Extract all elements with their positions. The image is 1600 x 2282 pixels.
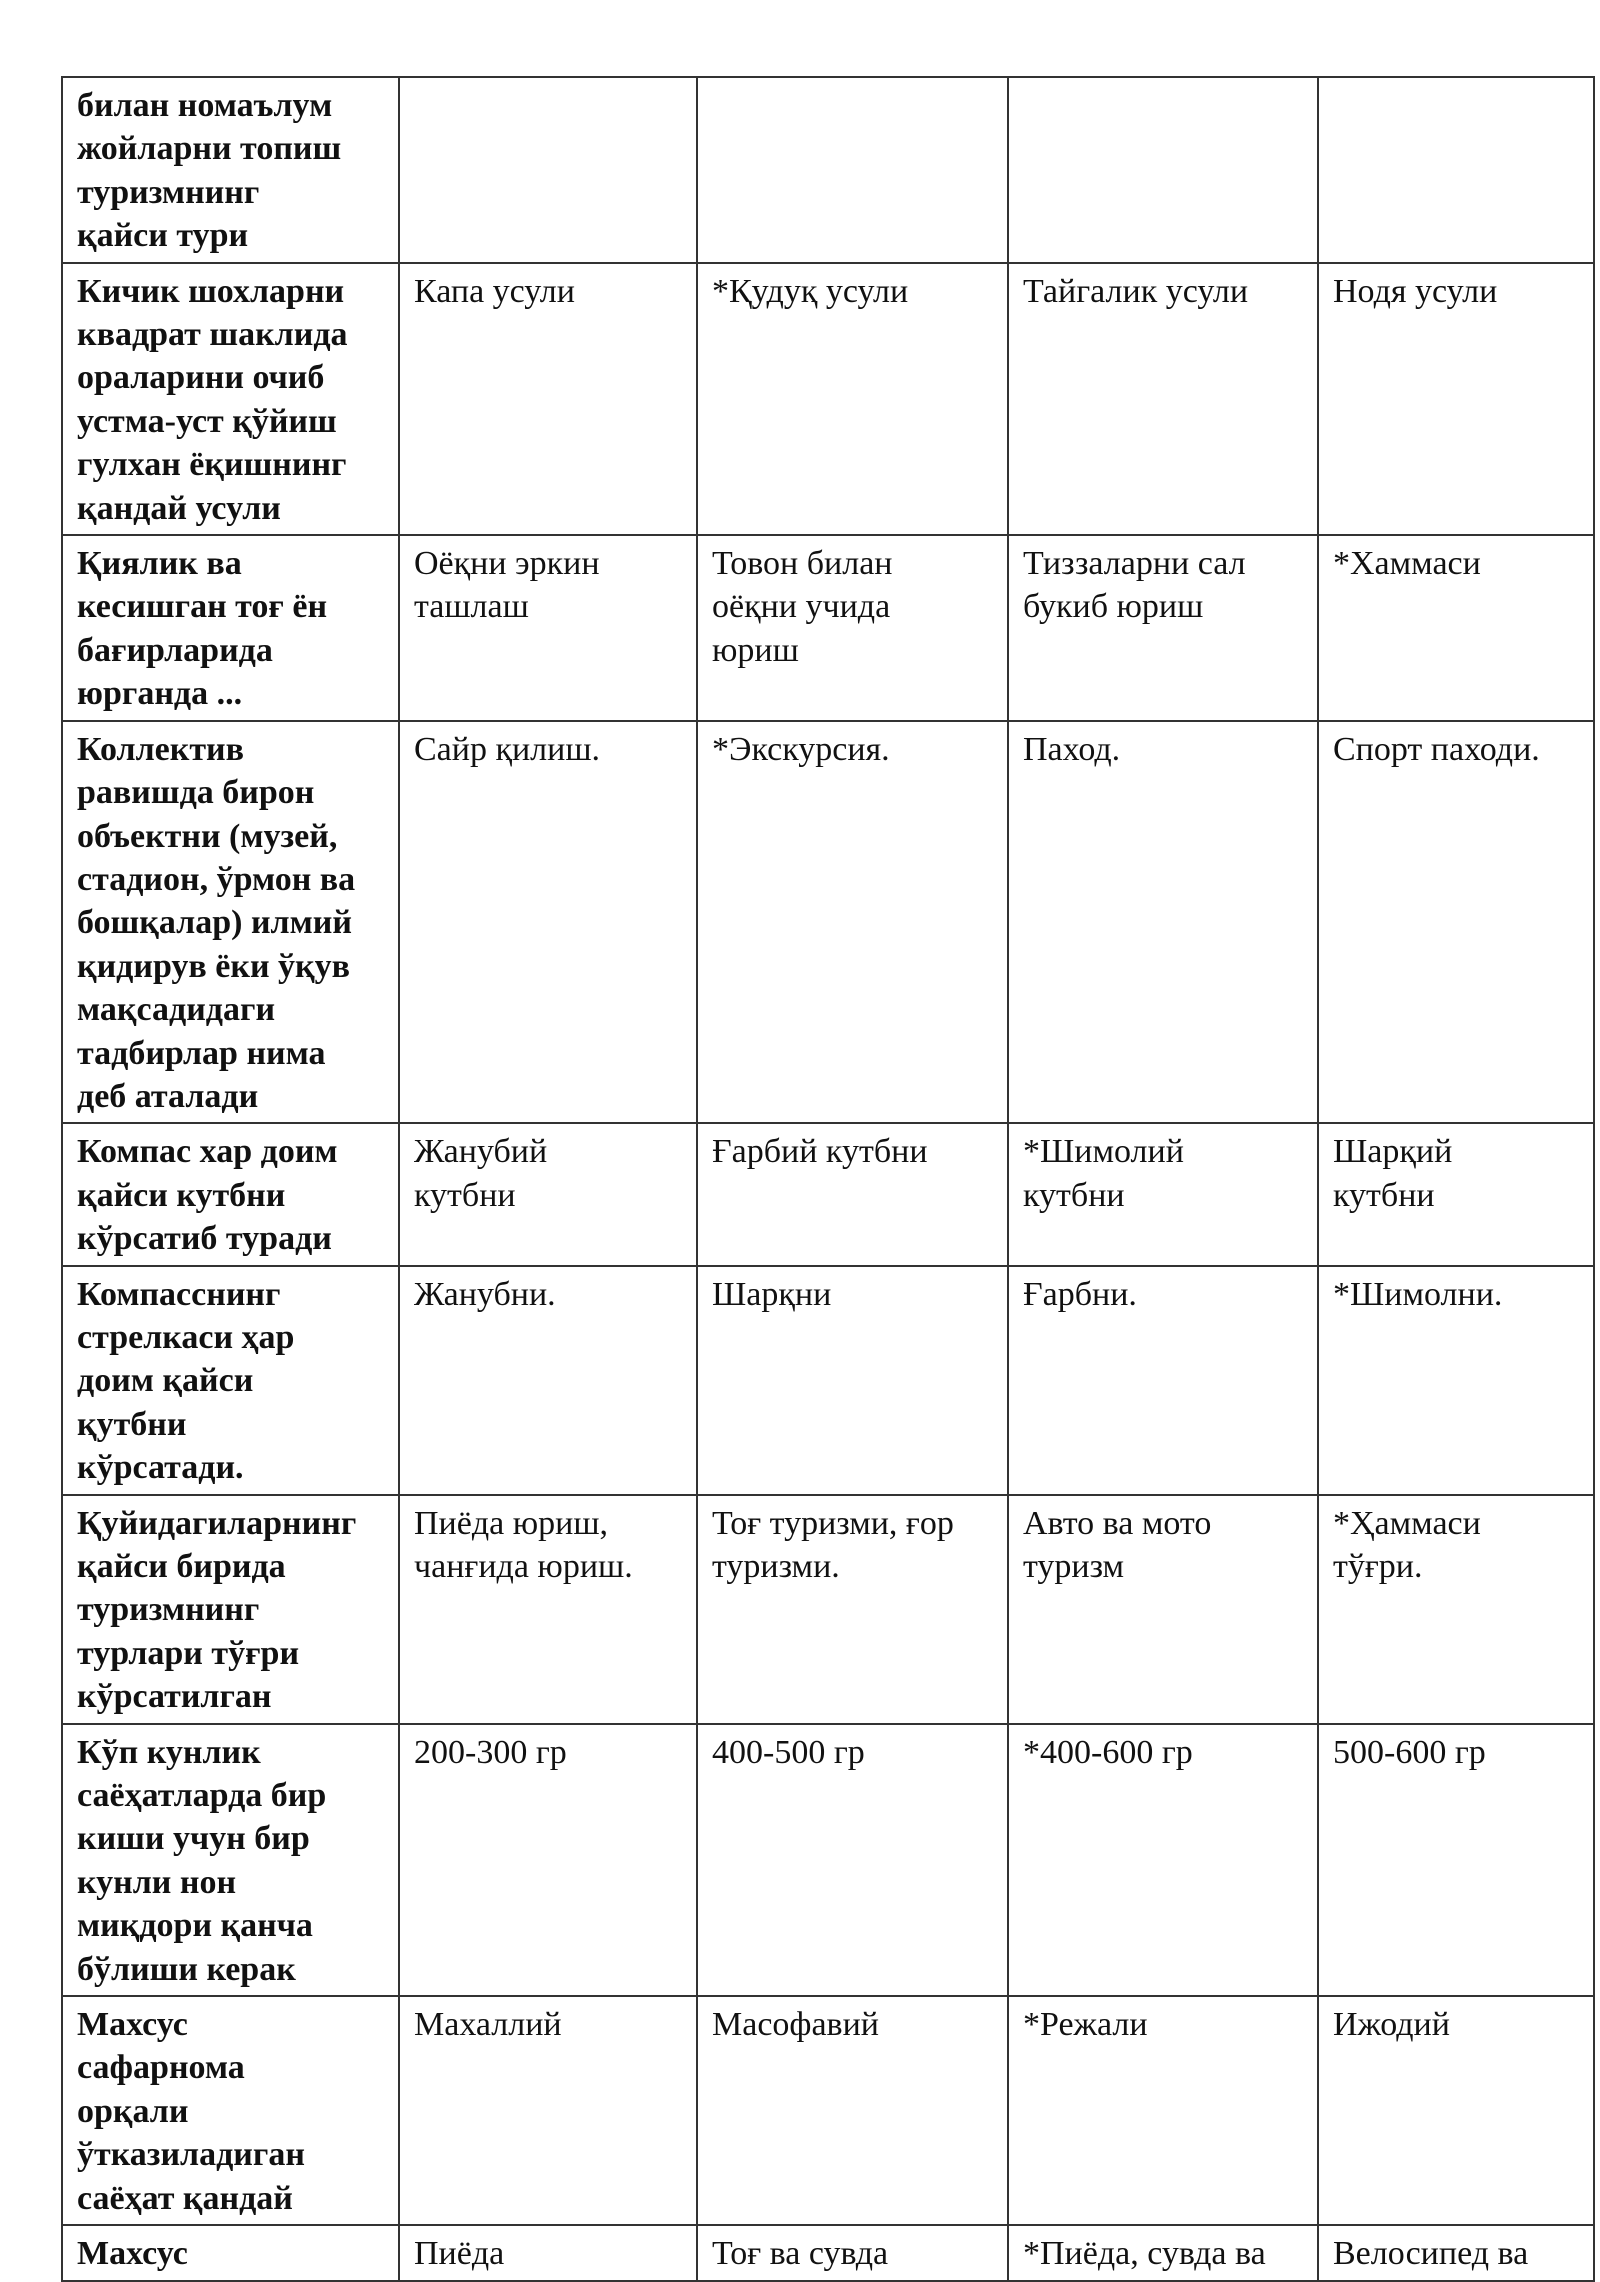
option-d-cell — [1318, 1495, 1594, 1724]
option-a-text: 200-300 гр — [414, 1733, 567, 1771]
table-row — [62, 1996, 1594, 2225]
table-row — [62, 1724, 1594, 1996]
option-b-text: Тоғ ва сувда — [712, 2235, 889, 2273]
option-c-cell — [1008, 1724, 1318, 1996]
table-row — [62, 77, 1594, 263]
quiz-table — [61, 76, 1595, 2282]
question-text: Қиялик ва кесишган тоғ ён бағирларида юрганда ... — [77, 545, 328, 713]
question-text: Махсус — [77, 2235, 188, 2273]
option-b-cell — [697, 77, 1008, 263]
question-cell — [62, 1495, 399, 1724]
option-c-cell — [1008, 535, 1318, 721]
question-text: Компасснинг стрелкаси ҳар доим қайси қутбни кўрсатади. — [77, 1275, 295, 1487]
option-a-cell — [399, 1724, 697, 1996]
option-b-text: Ғарбий кутбни — [712, 1133, 928, 1171]
table-row — [62, 1495, 1594, 1724]
option-d-text: Нодя усули — [1333, 272, 1498, 310]
option-d-cell — [1318, 1266, 1594, 1495]
question-cell — [62, 263, 399, 535]
option-b-cell — [697, 535, 1008, 721]
option-d-cell — [1318, 535, 1594, 721]
option-a-cell — [399, 721, 697, 1124]
question-cell — [62, 535, 399, 721]
option-c-cell — [1008, 263, 1318, 535]
table-row — [62, 1266, 1594, 1495]
question-text: билан номаълум жойларни топиш туризмнинг қайси тури — [77, 87, 342, 255]
option-a-cell — [399, 2225, 697, 2280]
option-d-cell — [1318, 1724, 1594, 1996]
option-c-cell — [1008, 77, 1318, 263]
option-a-text: Капа усули — [414, 272, 575, 310]
option-d-text: *Хаммаси — [1333, 545, 1481, 583]
option-b-cell — [697, 1996, 1008, 2225]
option-c-text: Паход. — [1023, 730, 1121, 768]
option-c-text: Тиззаларни сал букиб юриш — [1023, 545, 1246, 626]
question-text: Коллектив равишда бирон объектни (музей, стадион, ўрмон ва бошқалар) илмий қидирув ёки ўқув мақсадидаги тадбирлар нима деб аталади — [77, 730, 356, 1115]
option-b-text: Товон билан оёқни учида юриш — [712, 545, 893, 669]
table-row — [62, 1123, 1594, 1265]
question-text: Кўп кунлик саёҳатларда бир киши учун бир кунли нон миқдори қанча бўлиши керак — [77, 1733, 327, 1988]
option-c-cell — [1008, 2225, 1318, 2280]
option-c-cell — [1008, 1123, 1318, 1265]
option-d-text: *Ҳаммаси тўғри. — [1333, 1504, 1481, 1585]
option-b-cell — [697, 721, 1008, 1124]
question-cell — [62, 77, 399, 263]
option-c-text: *Режали — [1023, 2006, 1148, 2044]
option-d-cell — [1318, 721, 1594, 1124]
option-d-cell — [1318, 1123, 1594, 1265]
option-d-cell — [1318, 263, 1594, 535]
table-row — [62, 721, 1594, 1124]
option-c-cell — [1008, 1495, 1318, 1724]
option-d-text: Шарқий кутбни — [1333, 1133, 1453, 1214]
option-a-cell — [399, 77, 697, 263]
quiz-table-body — [62, 77, 1594, 2281]
option-d-text: Ижодий — [1333, 2006, 1450, 2044]
option-a-text: Пиёда — [414, 2235, 505, 2273]
option-a-cell — [399, 535, 697, 721]
question-cell — [62, 1724, 399, 1996]
option-a-text: Махаллий — [414, 2006, 562, 2044]
option-c-text: Ғарбни. — [1023, 1275, 1137, 1313]
option-a-cell — [399, 1495, 697, 1724]
question-cell — [62, 1123, 399, 1265]
option-b-text: *Экскурсия. — [712, 730, 890, 768]
option-c-text: *Шимолий кутбни — [1023, 1133, 1184, 1214]
question-cell — [62, 1996, 399, 2225]
option-c-cell — [1008, 721, 1318, 1124]
option-c-text: Авто ва мото туризм — [1023, 1504, 1212, 1585]
question-cell — [62, 1266, 399, 1495]
option-b-text: *Қудуқ усули — [712, 272, 909, 310]
option-b-cell — [697, 2225, 1008, 2280]
option-b-cell — [697, 1266, 1008, 1495]
option-d-cell — [1318, 1996, 1594, 2225]
question-text: Компас хар доим қайси кутбни кўрсатиб туради — [77, 1133, 338, 1258]
option-b-text: Шарқни — [712, 1275, 832, 1313]
option-d-cell — [1318, 2225, 1594, 2280]
question-cell — [62, 721, 399, 1124]
option-a-text: Жанубий кутбни — [414, 1133, 548, 1214]
option-c-text: Тайгалик усули — [1023, 272, 1249, 310]
option-c-text: *Пиёда, сувда ва — [1023, 2235, 1266, 2273]
question-text: Қуйидагиларнинг қайси бирида туризмнинг турлари тўғри кўрсатилган — [77, 1504, 357, 1716]
option-a-text: Оёқни эркин ташлаш — [414, 545, 600, 626]
question-cell — [62, 2225, 399, 2280]
option-c-text: *400-600 гр — [1023, 1733, 1193, 1771]
option-a-cell — [399, 1266, 697, 1495]
option-b-cell — [697, 263, 1008, 535]
table-row — [62, 263, 1594, 535]
question-text: Кичик шохларни квадрат шаклида ораларини очиб устма-уст қўйиш гулхан ёқишнинг қандай усули — [77, 272, 348, 527]
option-a-text: Сайр қилиш. — [414, 730, 601, 768]
table-row — [62, 535, 1594, 721]
question-text: Махсус сафарнома орқали ўтказиладиган саёҳат қандай — [77, 2006, 305, 2217]
option-a-text: Пиёда юриш, чанғида юриш. — [414, 1504, 633, 1585]
option-c-cell — [1008, 1266, 1318, 1495]
option-b-text: 400-500 гр — [712, 1733, 865, 1771]
option-b-text: Тоғ туризми, ғор туризми. — [712, 1504, 954, 1585]
option-d-text: *Шимолни. — [1333, 1275, 1503, 1313]
option-c-cell — [1008, 1996, 1318, 2225]
option-b-cell — [697, 1495, 1008, 1724]
option-a-cell — [399, 1996, 697, 2225]
option-a-text: Жанубни. — [414, 1275, 556, 1313]
option-d-text: Велосипед ва — [1333, 2235, 1529, 2273]
option-a-cell — [399, 263, 697, 535]
option-b-text: Масофавий — [712, 2006, 879, 2044]
option-b-cell — [697, 1724, 1008, 1996]
option-a-cell — [399, 1123, 697, 1265]
option-d-cell — [1318, 77, 1594, 263]
option-b-cell — [697, 1123, 1008, 1265]
option-d-text: Спорт паходи. — [1333, 730, 1540, 768]
option-d-text: 500-600 гр — [1333, 1733, 1486, 1771]
table-row — [62, 2225, 1594, 2280]
